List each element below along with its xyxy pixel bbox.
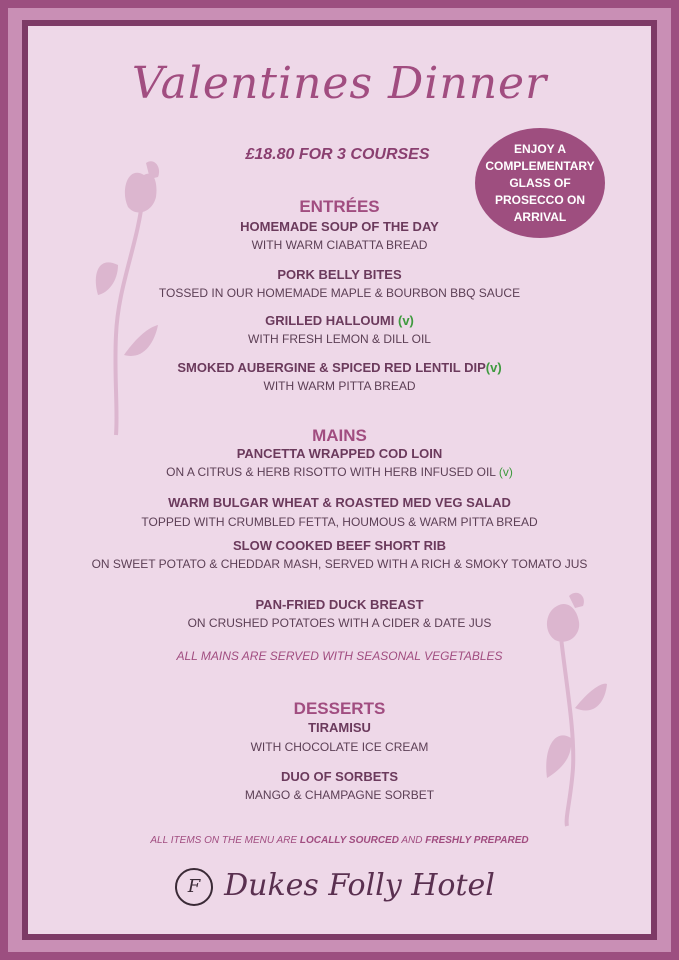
mains-heading: MAINS bbox=[312, 426, 367, 445]
dish-desc: ON CRUSHED POTATOES WITH A CIDER & DATE JUS bbox=[187, 616, 492, 630]
dish-desc: WITH CHOCOLATE ICE CREAM bbox=[250, 740, 429, 754]
dish-name: WARM BULGAR WHEAT & ROASTED MED VEG SALAD bbox=[168, 495, 511, 510]
sourcing-note bbox=[0, 835, 679, 846]
entrees-heading: ENTRÉES bbox=[299, 197, 380, 216]
dish-desc: MANGO & CHAMPAGNE SORBET bbox=[244, 788, 435, 802]
footer-bold-2: FRESHLY PREPARED bbox=[425, 835, 529, 846]
dish-name: PORK BELLY BITES bbox=[277, 267, 402, 282]
dish-desc: WITH WARM CIABATTA BREAD bbox=[251, 238, 428, 252]
dish-desc: WITH WARM PITTA BREAD bbox=[263, 379, 416, 393]
dish-name bbox=[0, 313, 679, 328]
dish-name: HOMEMADE SOUP OF THE DAY bbox=[240, 219, 439, 234]
menu-title: Valentines Dinner bbox=[131, 58, 548, 109]
dish-name-text: GRILLED HALLOUMI bbox=[265, 313, 398, 328]
dish-name bbox=[0, 360, 679, 375]
footer-text-1: ALL ITEMS ON THE MENU ARE bbox=[150, 835, 300, 846]
dish-desc: WITH FRESH LEMON & DILL OIL bbox=[248, 332, 431, 346]
dish-desc: TOSSED IN OUR HOMEMADE MAPLE & BOURBON BBQ SAUCE bbox=[158, 286, 521, 300]
dish-name: SLOW COOKED BEEF SHORT RIB bbox=[232, 538, 447, 553]
desserts-heading: DESSERTS bbox=[293, 699, 386, 718]
vegetarian-mark: (v) bbox=[485, 360, 502, 375]
dish-desc bbox=[0, 465, 679, 479]
vegetarian-mark: (v) bbox=[498, 465, 513, 479]
hotel-name: Dukes Folly Hotel bbox=[224, 868, 495, 903]
vegetarian-mark: (v) bbox=[398, 313, 414, 328]
dish-name-text: SMOKED AUBERGINE & SPICED RED LENTIL DIP bbox=[177, 360, 486, 375]
dish-name: PANCETTA WRAPPED COD LOIN bbox=[236, 446, 443, 461]
dish-desc: TOPPED WITH CRUMBLED FETTA, HOUMOUS & WARM PITTA BREAD bbox=[141, 515, 538, 529]
footer-text-2: AND bbox=[398, 835, 426, 846]
dish-desc-text: ON A CITRUS & HERB RISOTTO WITH HERB INFUSED OIL bbox=[166, 465, 499, 479]
mains-note: ALL MAINS ARE SERVED WITH SEASONAL VEGETABLES bbox=[176, 649, 503, 663]
hotel-logo: F bbox=[175, 868, 213, 906]
dish-desc: ON SWEET POTATO & CHEDDAR MASH, SERVED WITH A RICH & SMOKY TOMATO JUS bbox=[91, 557, 588, 571]
dish-name: DUO OF SORBETS bbox=[280, 769, 398, 784]
dish-name: TIRAMISU bbox=[308, 720, 371, 735]
footer-bold-1: LOCALLY SOURCED bbox=[299, 835, 399, 846]
dish-name: PAN-FRIED DUCK BREAST bbox=[255, 597, 424, 612]
badge-text: ENJOY A COMPLEMENTARY GLASS OF PROSECCO ON ARRIVAL bbox=[485, 141, 595, 224]
price-line: £18.80 FOR 3 COURSES bbox=[245, 146, 430, 163]
